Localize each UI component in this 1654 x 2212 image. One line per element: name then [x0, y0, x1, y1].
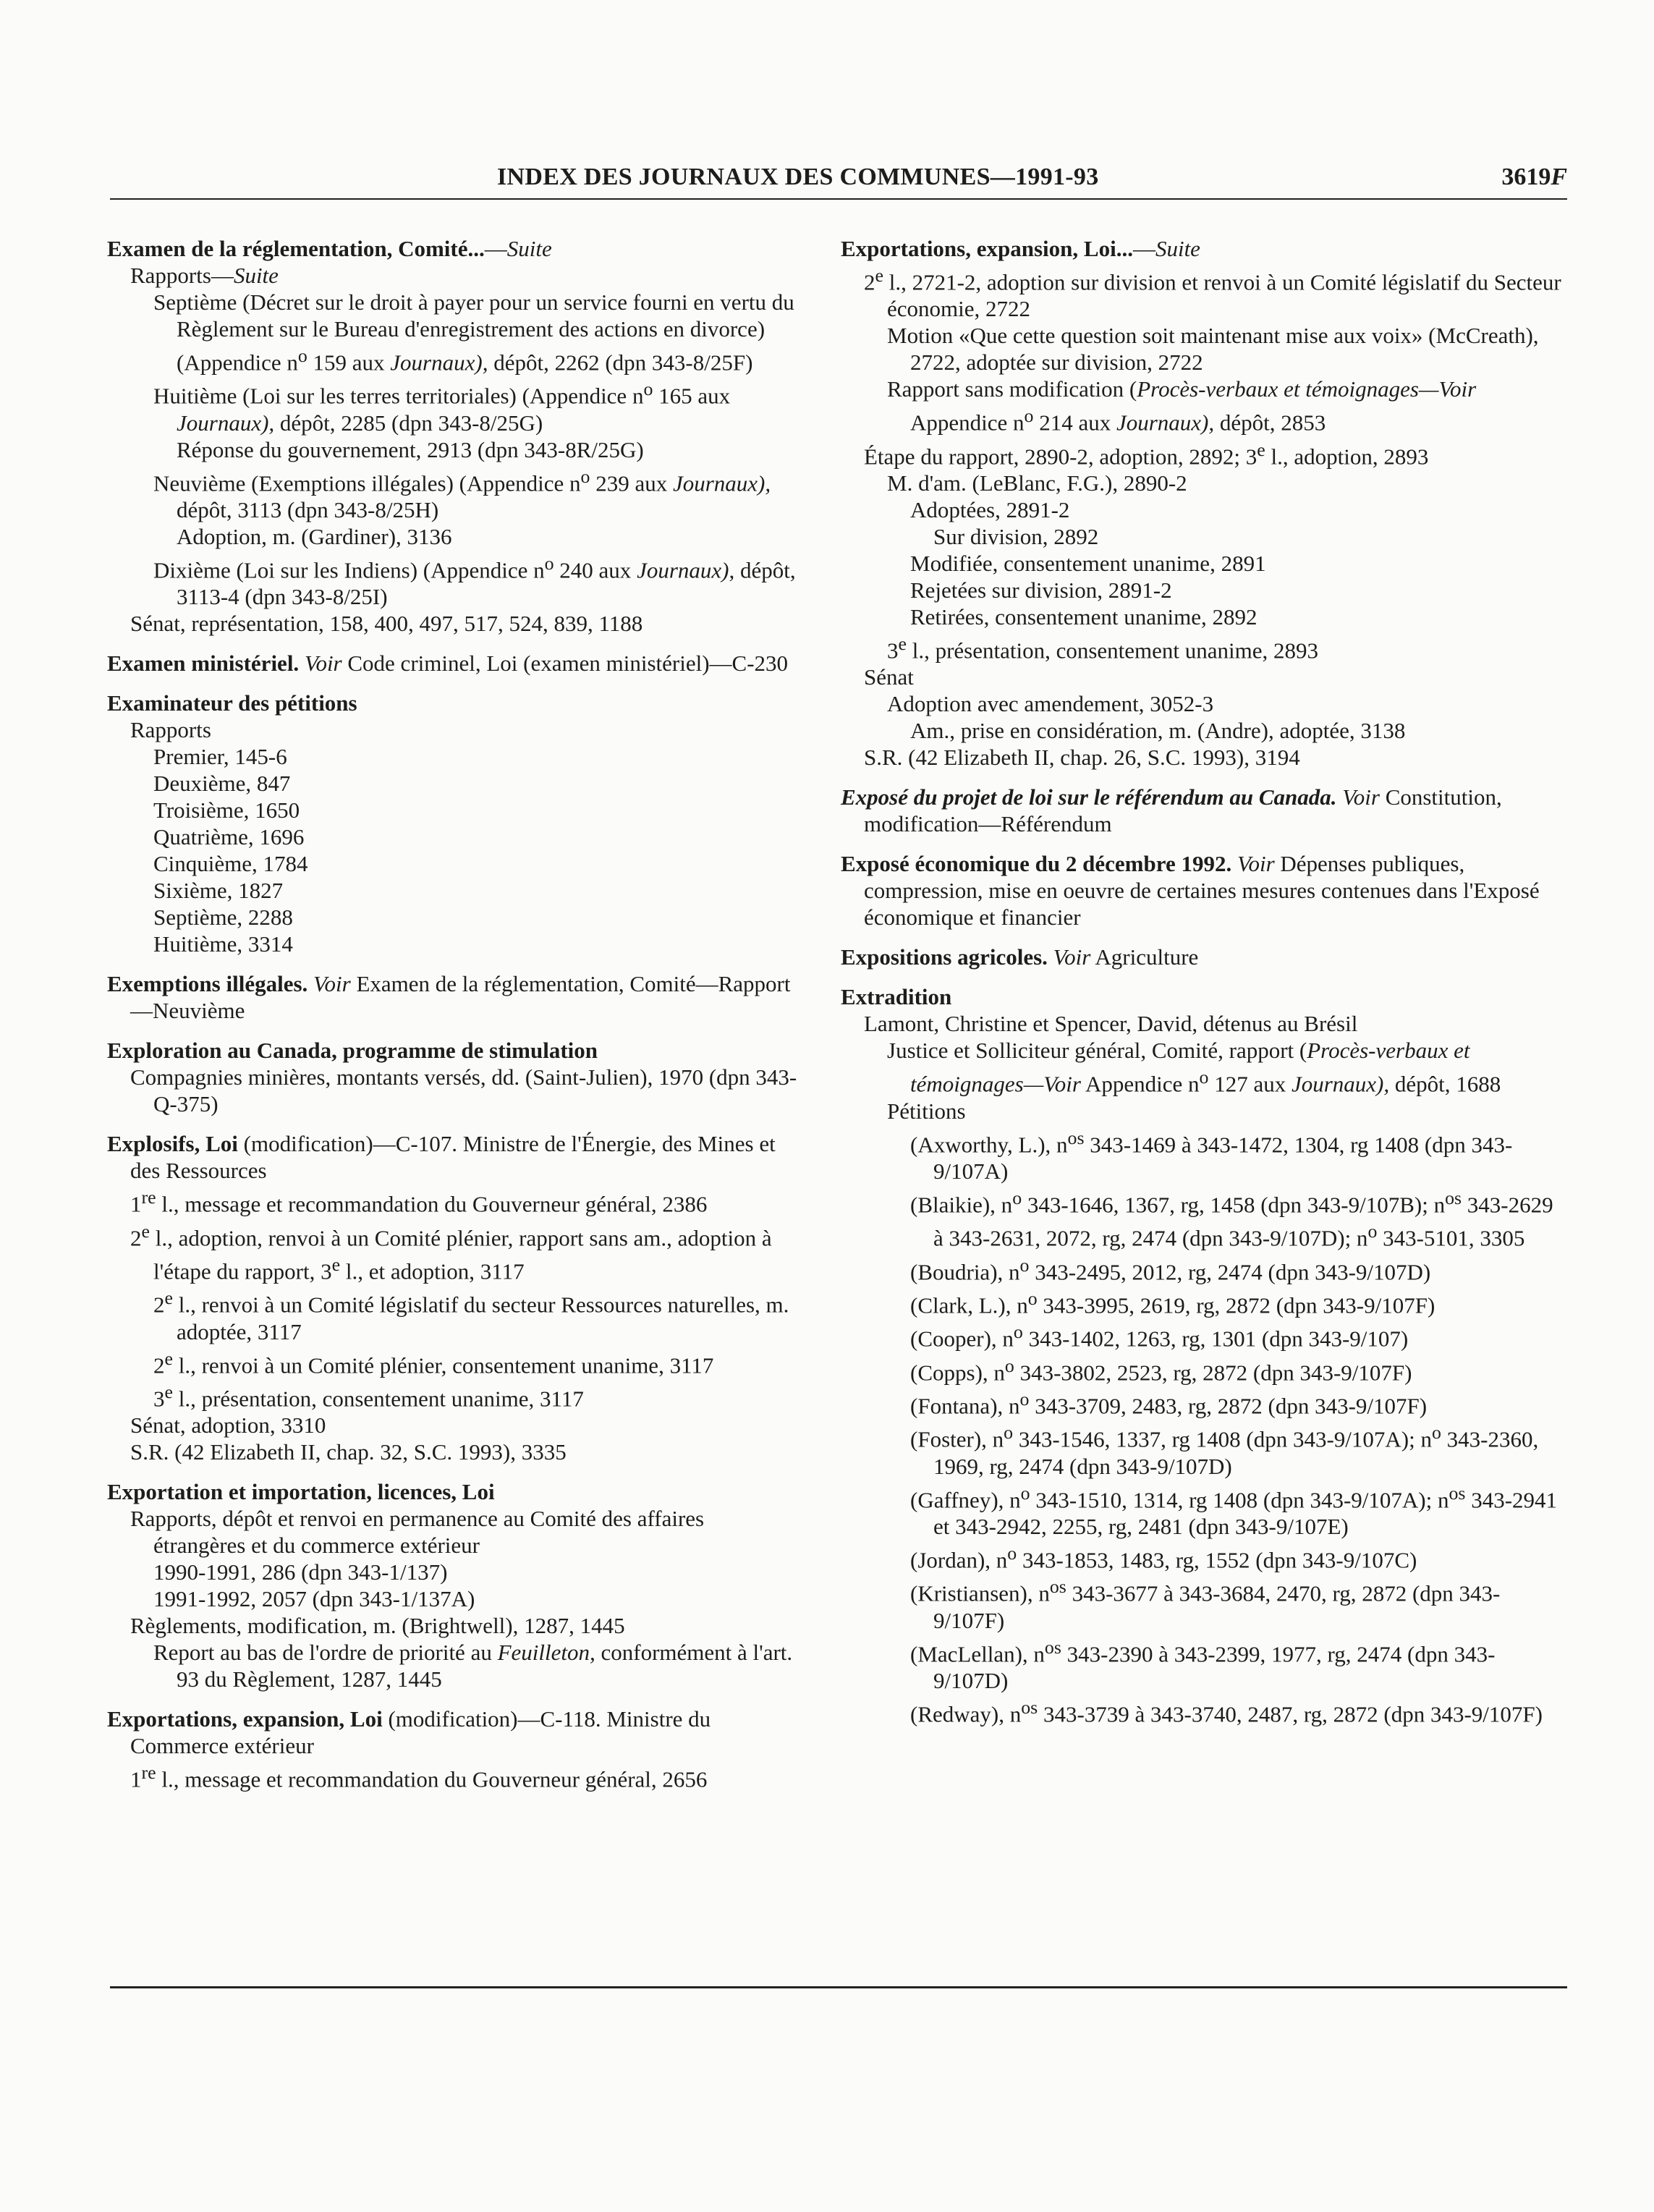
index-subentry: Quatrième, 1696 — [153, 824, 305, 850]
index-entry — [841, 235, 1567, 771]
index-subentry: (Boudria), $n^o$ 343-2495, 2012, rg, 2474 (dpn 343-9/107D) — [910, 1254, 1431, 1284]
header-rule — [110, 198, 1567, 200]
index-subentry: Troisième, 1650 — [153, 797, 300, 823]
index-entry — [841, 850, 1567, 931]
index-subentry: (Blaikie), $n^o$ 343-1646, 1367, rg, 1458 (dpn 343-9/107B); $n^{os}$ 343-2629 à 343-2631, 2072, rg, 2474 (dpn 343-9/107D); $n^o$ 343-5101, 3305 — [910, 1187, 1553, 1251]
index-subentry: 2e l., renvoi à un Comité législatif du secteur Ressources naturelles, m. adoptée, 3117 — [153, 1287, 789, 1344]
index-subentry: Am., prise en considération, m. (Andre), adoptée, 3138 — [910, 718, 1406, 744]
index-subentry: (Kristiansen), $n^{os}$ 343-3677 à 343-3684, 2470, rg, 2872 (dpn 343-9/107F) — [910, 1576, 1501, 1633]
index-heading: Examen de la réglementation, Comité...—Suite — [107, 236, 552, 261]
running-header — [110, 164, 1567, 197]
index-subentry: Septième, 2288 — [153, 904, 293, 931]
index-subentry: Dixième (Loi sur les Indiens) (Appendice $n^o$ 240 aux Journaux), dépôt, 3113-4 (dpn 343-8/25I) — [153, 552, 796, 610]
index-entry — [107, 650, 802, 677]
index-subentry: Septième (Décret sur le droit à payer pour un service fourni en vertu du Règlement sur le Bureau d'enregistrement des actions en divorce) (Appendice $n^o$ 159 aux Journaux), dépôt, 2262 (dpn 343-8/25F) — [153, 289, 794, 376]
index-subentry: 1re l., message et recommandation du Gouverneur général, 2386 — [130, 1187, 708, 1217]
index-subentry: Huitième (Loi sur les terres territoriales) (Appendice $n^o$ 165 aux Journaux), dépôt, 2285 (dpn 343-8/25G) — [153, 378, 731, 436]
index-subentry: 2e l., 2721-2, adoption sur division et renvoi à un Comité législatif du Secteur économie, 2722 — [864, 265, 1561, 322]
index-heading: Exposé du projet de loi sur le référendum au Canada. Voir Constitution, modification—Référendum — [841, 784, 1502, 837]
index-subentry: (Clark, L.), $n^o$ 343-3995, 2619, rg, 2872 (dpn 343-9/107F) — [910, 1287, 1435, 1318]
index-subentry: Huitième, 3314 — [153, 931, 293, 957]
index-subentry: 3e l., présentation, consentement unanime, 2893 — [887, 632, 1319, 664]
index-subentry: Rapports — [130, 717, 211, 743]
index-subentry: (Gaffney), $n^o$ 343-1510, 1314, rg 1408 (dpn 343-9/107A); $n^{os}$ 343-2941 et 343-2942, 2255, rg, 2481 (dpn 343-9/107E) — [910, 1482, 1558, 1539]
left-column — [107, 235, 802, 1806]
index-subentry: Adoption, m. (Gardiner), 3136 — [177, 523, 452, 549]
index-subentry: Sénat, représentation, 158, 400, 497, 517, 524, 839, 1188 — [130, 611, 643, 637]
index-subentry: Premier, 145-6 — [153, 744, 287, 770]
index-subentry: Règlements, modification, m. (Brightwell), 1287, 1445 — [130, 1613, 625, 1639]
index-subentry: Rapport sans modification (Procès-verbaux et témoignages—Voir Appendice $n^o$ 214 aux Journaux), dépôt, 2853 — [887, 376, 1477, 436]
index-subentry: Rejetées sur division, 2891-2 — [910, 577, 1172, 603]
index-heading: Exportation et importation, licences, Loi — [107, 1479, 495, 1505]
index-subentry: Neuvième (Exemptions illégales) (Appendice $n^o$ 239 aux Journaux), dépôt, 3113 (dpn 343-8/25H) — [153, 465, 771, 522]
index-subentry: Réponse du gouvernement, 2913 (dpn 343-8R/25G) — [177, 436, 644, 462]
index-subentry: Sur division, 2892 — [933, 523, 1099, 549]
index-entry — [107, 690, 802, 957]
index-subentry: (MacLellan), $n^{os}$ 343-2390 à 343-2399, 1977, rg, 2474 (dpn 343-9/107D) — [910, 1636, 1496, 1693]
index-heading: Examinateur des pétitions — [107, 690, 357, 716]
index-subentry: (Redway), $n^{os}$ 343-3739 à 343-3740, 2487, rg, 2872 (dpn 343-9/107F) — [910, 1696, 1543, 1727]
index-entry — [107, 1037, 802, 1117]
index-subentry: Sénat — [864, 664, 914, 690]
index-subentry: Lamont, Christine et Spencer, David, détenus au Brésil — [864, 1011, 1358, 1037]
index-subentry: Rapports—Suite — [130, 263, 279, 288]
index-subentry: 1990-1991, 286 (dpn 343-1/137) — [153, 1559, 448, 1585]
index-subentry: 1re l., message et recommandation du Gouverneur général, 2656 — [130, 1762, 708, 1792]
index-entry — [107, 235, 802, 637]
index-subentry: Retirées, consentement unanime, 2892 — [910, 603, 1258, 630]
index-entry — [107, 1478, 802, 1692]
index-entry — [841, 944, 1567, 970]
index-subentry: Pétitions — [887, 1098, 966, 1124]
index-subentry: Adoptées, 2891-2 — [910, 496, 1070, 522]
index-entry — [841, 784, 1567, 837]
index-subentry: (Cooper), $n^o$ 343-1402, 1263, rg, 1301 (dpn 343-9/107) — [910, 1321, 1409, 1352]
index-subentry: Adoption avec amendement, 3052-3 — [887, 691, 1214, 717]
index-subentry: Compagnies minières, montants versés, dd. (Saint-Julien), 1970 (dpn 343-Q-375) — [130, 1064, 797, 1117]
index-entry — [107, 1130, 802, 1465]
index-heading: Expositions agricoles. Voir Agriculture — [841, 944, 1199, 970]
page-number: 3619F — [1501, 164, 1567, 190]
index-subentry: Motion «Que cette question soit maintenant mise aux voix» (McCreath), 2722, adoptée sur division, 2722 — [887, 323, 1539, 376]
index-subentry: Deuxième, 847 — [153, 771, 291, 797]
index-subentry: (Copps), $n^o$ 343-3802, 2523, rg, 2872 (dpn 343-9/107F) — [910, 1355, 1412, 1385]
index-subentry: S.R. (42 Elizabeth II, chap. 26, S.C. 1993), 3194 — [864, 745, 1300, 771]
index-subentry: 2e l., adoption, renvoi à un Comité plénier, rapport sans am., adoption à l'étape du rapport, 3e l., et adoption, 3117 — [130, 1220, 772, 1284]
index-heading: Exploration au Canada, programme de stimulation — [107, 1038, 598, 1064]
index-heading: Explosifs, Loi (modification)—C-107. Ministre de l'Énergie, des Mines et des Ressources — [107, 1131, 776, 1184]
index-subentry: Modifiée, consentement unanime, 2891 — [910, 550, 1266, 576]
index-heading: Exportations, expansion, Loi...—Suite — [841, 236, 1200, 261]
index-heading: Examen ministériel. Voir Code criminel, Loi (examen ministériel)—C-230 — [107, 651, 789, 677]
index-heading: Extradition — [841, 984, 952, 1010]
index-subentry: 1991-1992, 2057 (dpn 343-1/137A) — [153, 1586, 475, 1612]
index-subentry: Étape du rapport, 2890-2, adoption, 2892; 3e l., adoption, 2893 — [864, 438, 1429, 469]
index-subentry: Sénat, adoption, 3310 — [130, 1412, 326, 1438]
index-entry — [107, 970, 802, 1024]
index-subentry: (Axworthy, L.), $n^{os}$ 343-1469 à 343-1472, 1304, rg 1408 (dpn 343-9/107A) — [910, 1127, 1513, 1184]
index-subentry: Report au bas de l'ordre de priorité au Feuilleton, conformément à l'art. 93 du Règlement, 1287, 1445 — [153, 1640, 793, 1692]
index-subentry: S.R. (42 Elizabeth II, chap. 32, S.C. 1993), 3335 — [130, 1439, 567, 1465]
index-subentry: Rapports, dépôt et renvoi en permanence au Comité des affaires étrangères et du commerce extérieur — [130, 1506, 705, 1559]
index-subentry: (Fontana), $n^o$ 343-3709, 2483, rg, 2872 (dpn 343-9/107F) — [910, 1388, 1428, 1419]
index-subentry: (Jordan), $n^o$ 343-1853, 1483, rg, 1552 (dpn 343-9/107C) — [910, 1542, 1417, 1573]
header-title: INDEX DES JOURNAUX DES COMMUNES—1991-93 — [497, 164, 1099, 190]
index-heading: Exportations, expansion, Loi (modification)—C-118. Ministre du Commerce extérieur — [107, 1706, 711, 1759]
index-subentry: 3e l., présentation, consentement unanime, 3117 — [153, 1381, 584, 1412]
index-subentry: Justice et Solliciteur général, Comité, rapport (Procès-verbaux et témoignages—Voir Appendice $n^o$ 127 aux Journaux), dépôt, 1688 — [887, 1038, 1501, 1097]
index-subentry: M. d'am. (LeBlanc, F.G.), 2890-2 — [887, 470, 1187, 496]
index-subentry: Sixième, 1827 — [153, 878, 284, 904]
index-subentry: 2e l., renvoi à un Comité plénier, consentement unanime, 3117 — [153, 1347, 714, 1378]
right-column — [841, 235, 1567, 1740]
index-heading: Exposé économique du 2 décembre 1992. Voir Dépenses publiques, compression, mise en oeuvre de certaines mesures contenues dans l'Exposé économique et financier — [841, 851, 1540, 931]
index-entry — [841, 983, 1567, 1727]
footer-rule — [110, 1986, 1567, 1988]
index-entry — [107, 1705, 802, 1792]
index-subentry: (Foster), $n^o$ 343-1546, 1337, rg 1408 (dpn 343-9/107A); $n^o$ 343-2360, 1969, rg, 2474 (dpn 343-9/107D) — [910, 1422, 1539, 1479]
index-heading: Exemptions illégales. Voir Examen de la réglementation, Comité—Rapport—Neuvième — [107, 971, 791, 1024]
index-subentry: Cinquième, 1784 — [153, 851, 308, 877]
